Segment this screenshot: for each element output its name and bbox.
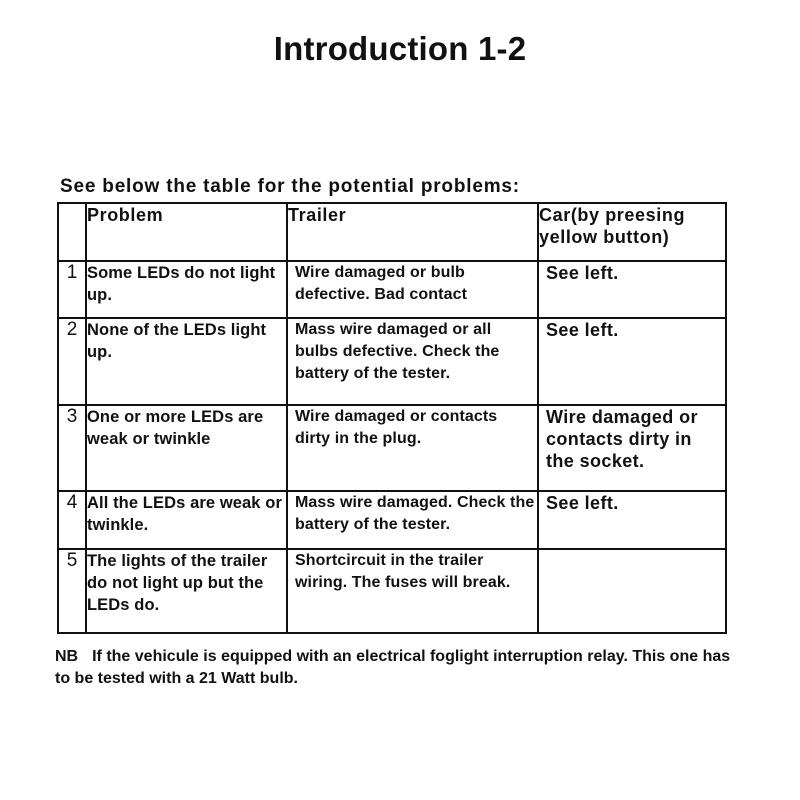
footnote-label: NB [55,648,79,665]
trailer-cell: Mass wire damaged. Check the battery of the tester. [287,491,538,549]
row-number: 5 [58,549,86,633]
problem-cell: The lights of the trailer do not light up but the LEDs do. [86,549,287,633]
car-cell [538,549,726,633]
car-cell: See left. [538,491,726,549]
problems-table [57,202,727,634]
car-cell: See left. [538,261,726,318]
header-problem: Problem [86,203,287,261]
row-number: 1 [58,261,86,318]
footnote [55,646,745,690]
table-row [58,318,726,405]
page-title: Introduction 1-2 [273,30,527,67]
header-trailer: Trailer [287,203,538,261]
problem-cell: All the LEDs are weak or twinkle. [86,491,287,549]
table-row [58,405,726,491]
problem-cell: None of the LEDs light up. [86,318,287,405]
trailer-cell: Shortcircuit in the trailer wiring. The fuses will break. [287,549,538,633]
row-number: 4 [58,491,86,549]
row-number: 3 [58,405,86,491]
row-number: 2 [58,318,86,405]
trailer-cell: Mass wire damaged or all bulbs defective. Check the battery of the tester. [287,318,538,405]
problem-cell: Some LEDs do not light up. [86,261,287,318]
car-cell: See left. [538,318,726,405]
table-row [58,491,726,549]
footnote-text: If the vehicule is equipped with an electrical foglight interruption relay. This one has to be tested with a 21 Watt bulb. [55,648,731,687]
table-row [58,549,726,633]
table-row [58,261,726,318]
header-car: Car(by preesing yellow button) [538,203,726,261]
table-header-row [58,203,726,261]
trailer-cell: Wire damaged or contacts dirty in the plug. [287,405,538,491]
car-cell: Wire damaged or contacts dirty in the socket. [538,405,726,491]
table-intro: See below the table for the potential problems: [60,176,520,197]
header-number [58,203,86,261]
problem-cell: One or more LEDs are weak or twinkle [86,405,287,491]
trailer-cell: Wire damaged or bulb defective. Bad contact [287,261,538,318]
